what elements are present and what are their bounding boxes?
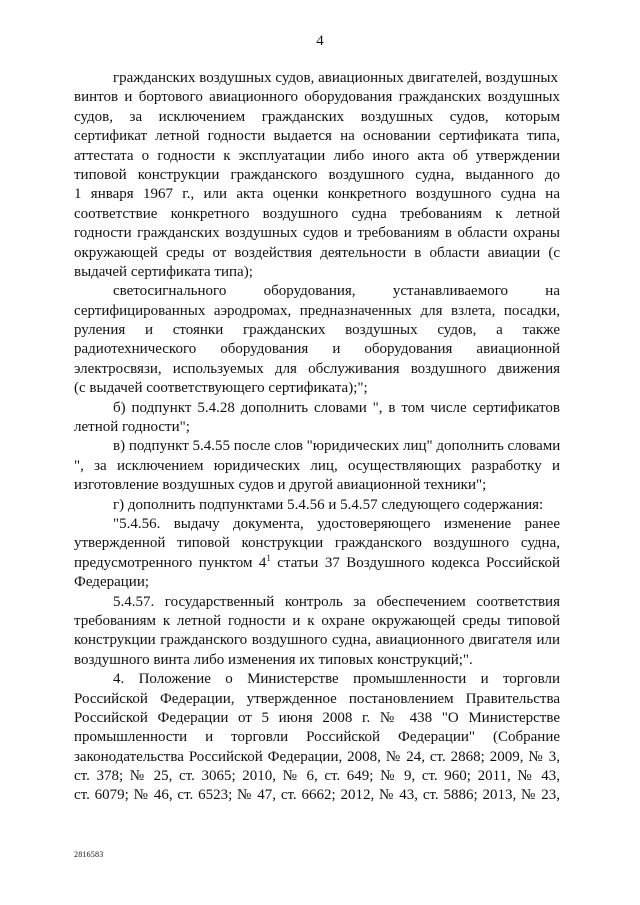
- line-text: воздушного винта либо изменения их типовых конструкций;".: [74, 651, 473, 668]
- line-text: аттестата о годности к эксплуатации либо иного акта об утверждении: [74, 147, 560, 164]
- line-text: в) подпункт 5.4.55 после слов "юридических лиц" дополнить словами: [113, 438, 560, 455]
- text-line: [74, 321, 560, 340]
- line-text: окружающей среды от воздействия деятельности в области авиации (с: [74, 244, 560, 261]
- text-line: [74, 88, 560, 107]
- line-text: "5.4.56. выдачу документа, удостоверяющего изменение ранее: [113, 515, 560, 532]
- text-line: [74, 709, 560, 728]
- text-line: [74, 437, 560, 456]
- text-line: [74, 651, 560, 670]
- text-line: [74, 593, 560, 612]
- text-line: [74, 670, 560, 689]
- line-text: ", за исключением юридических лиц, осуществляющих разработку и: [74, 457, 560, 474]
- text-line: [74, 127, 560, 146]
- text-line: [74, 147, 560, 166]
- line-text: радиотехнического оборудования и оборудования авиационной: [74, 341, 560, 358]
- line-text: Федерации;: [74, 574, 150, 591]
- line-text: требованиям к летной годности и к охране окружающей среды типовой: [74, 612, 560, 629]
- text-line: [74, 108, 560, 127]
- text-line: [74, 534, 560, 553]
- text-line: [74, 496, 560, 515]
- text-line: [74, 457, 560, 476]
- line-text: б) подпункт 5.4.28 дополнить словами ", в том числе сертификатов: [113, 399, 560, 416]
- page-number: 4: [316, 33, 324, 49]
- line-text: годности гражданских воздушных судов и требованиям в области охраны: [74, 225, 560, 242]
- line-text: типовой конструкции гражданского воздушного судна, выданного до: [74, 166, 560, 183]
- line-text: 5.4.57. государственный контроль за обеспечением соответствия: [113, 593, 560, 610]
- text-line: [74, 418, 560, 437]
- line-text: Российской Федерации, утвержденное постановлением Правительства: [74, 690, 560, 707]
- line-text: Российской Федерации от 5 июня 2008 г. № 438 "О Министерстве: [74, 709, 560, 726]
- line-text: электросвязи, используемых для обслуживания воздушного движения: [74, 360, 560, 377]
- line-text: законодательства Российской Федерации, 2008, № 24, ст. 2868; 2009, № 3,: [74, 748, 560, 765]
- text-line: [74, 205, 560, 224]
- line-text: (с выдачей соответствующего сертификата);";: [74, 380, 368, 397]
- text-line: [74, 748, 560, 767]
- line-text: судов, за исключением гражданских воздушных судов, которым: [74, 108, 560, 125]
- line-text: гражданских воздушных судов, авиационных двигателей, воздушных: [113, 70, 558, 86]
- line-text: летной годности";: [74, 419, 190, 436]
- line-text: предусмотренного пунктом 4: [74, 554, 267, 571]
- document-id: 2816583: [74, 850, 104, 859]
- line-text-continued: статьи 37 Воздушного кодекса Российской: [270, 554, 560, 571]
- line-text: сертификат летной годности выдается на основании сертификата типа,: [74, 128, 560, 145]
- line-text: сертифицированных аэродромах, предназначенных для взлета, посадки,: [74, 302, 560, 319]
- text-line: [74, 340, 560, 359]
- document-body: [74, 69, 560, 806]
- text-line: [74, 185, 560, 204]
- text-line: [74, 244, 560, 263]
- text-line: [74, 224, 560, 243]
- text-line: [74, 166, 560, 185]
- line-text: утвержденной типовой конструкции гражданского воздушного судна,: [74, 535, 560, 552]
- text-line: [74, 282, 560, 301]
- text-line: [74, 554, 560, 573]
- text-line: [74, 612, 560, 631]
- text-line: [74, 767, 560, 786]
- line-text: конструкции гражданского воздушного судна, авиационного двигателя или: [74, 632, 560, 649]
- text-line: [74, 690, 560, 709]
- text-line: [74, 786, 560, 805]
- text-line: [74, 302, 560, 321]
- line-text: г) дополнить подпунктами 5.4.56 и 5.4.57 следующего содержания:: [113, 496, 544, 513]
- text-line: [74, 631, 560, 650]
- text-line: [74, 515, 560, 534]
- line-text: изготовление воздушных судов и другой авиационной техники";: [74, 477, 487, 494]
- text-line: [74, 728, 560, 747]
- line-text: винтов и бортового авиационного оборудования гражданских воздушных: [74, 89, 560, 106]
- text-line: [74, 69, 560, 88]
- text-line: [74, 573, 560, 592]
- text-line: [74, 476, 560, 495]
- line-text: соответствие конкретного воздушного судна требованиям к летной: [74, 205, 560, 222]
- text-line: [74, 379, 560, 398]
- line-text: руления и стоянки гражданских воздушных судов, а также: [74, 322, 560, 339]
- superscript: 1: [266, 553, 271, 563]
- line-text: 4. Положение о Министерстве промышленности и торговли: [113, 671, 560, 688]
- line-text: промышленности и торговли Российской Федерации" (Собрание: [74, 729, 560, 746]
- line-text: ст. 6079; № 46, ст. 6523; № 47, ст. 6662; 2012, № 43, ст. 5886; 2013, № 23,: [74, 787, 560, 804]
- line-text: ст. 378; № 25, ст. 3065; 2010, № 6, ст. 649; № 9, ст. 960; 2011, № 43,: [74, 768, 560, 785]
- text-line: [74, 399, 560, 418]
- line-text: выдачей сертификата типа);: [74, 263, 253, 280]
- line-text: 1 января 1967 г., или акта оценки конкретного воздушного судна на: [74, 186, 560, 203]
- line-text: светосигнального оборудования, устанавливаемого на: [113, 283, 560, 300]
- text-line: [74, 263, 560, 282]
- text-line: [74, 360, 560, 379]
